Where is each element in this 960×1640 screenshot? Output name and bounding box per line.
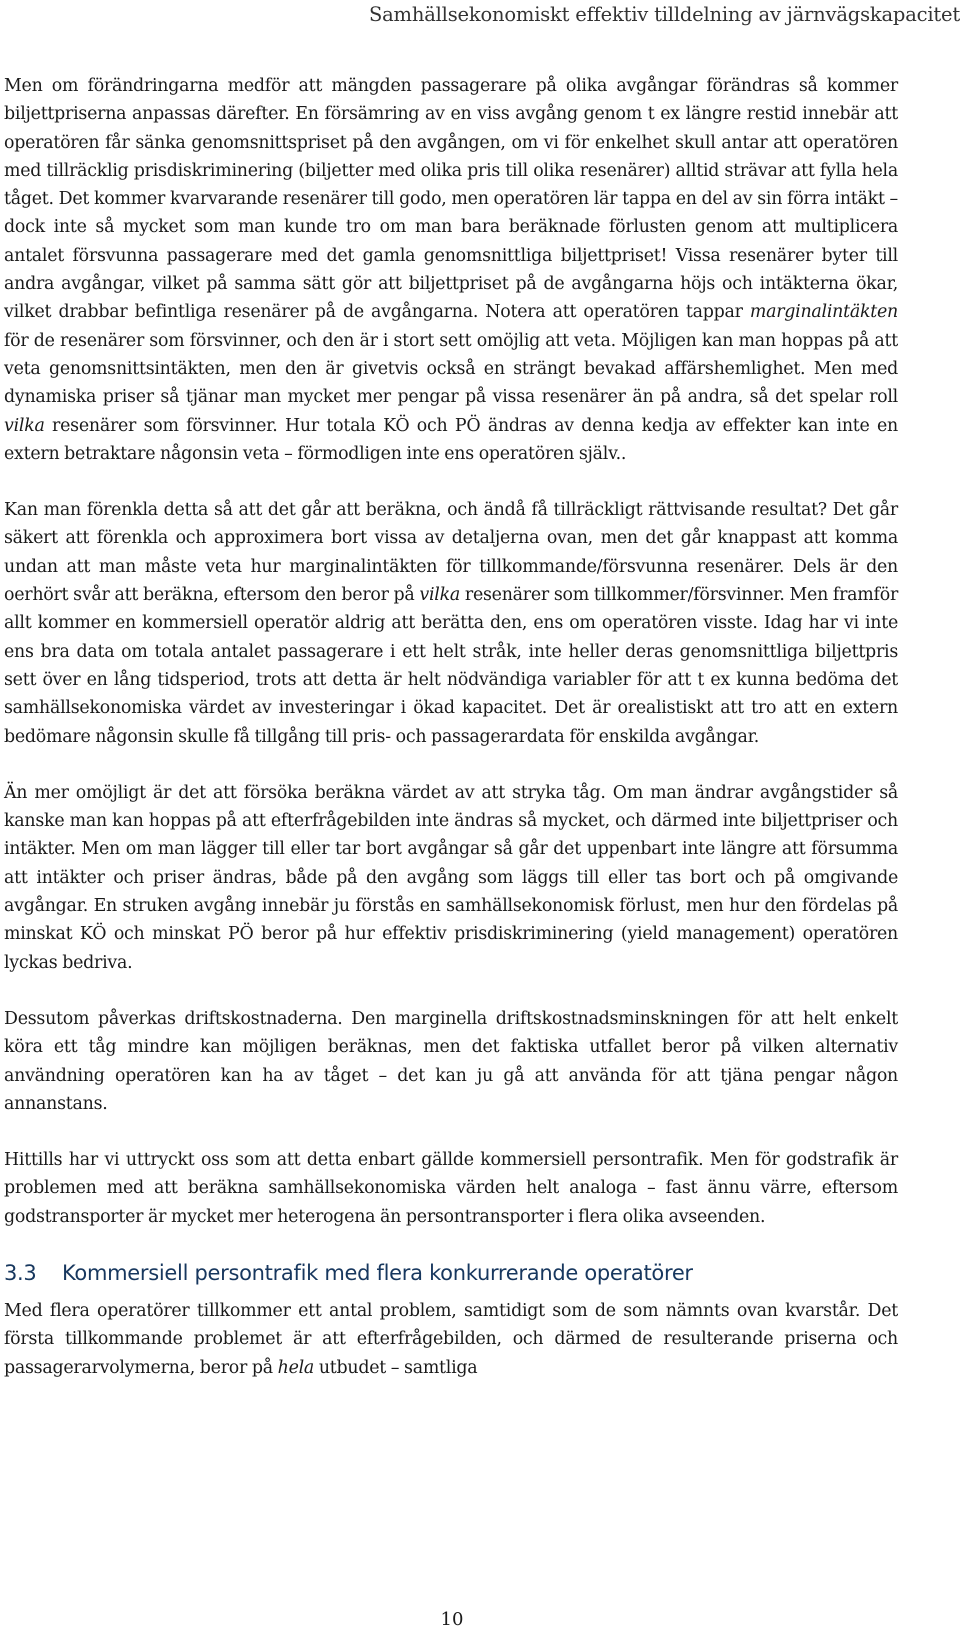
section-heading bbox=[4, 1259, 898, 1287]
running-header: Samhällsekonomiskt effektiv tilldelning av järnvägskapacitet bbox=[368, 3, 960, 26]
emphasis-vilka: vilka bbox=[419, 585, 461, 606]
text-run: resenärer som tillkommer/försvinner. Men framför allt kommer en kommersiell operatör aldrig att berätta den, ens om operatören visste. Idag har vi inte ens bra data om totala antalet passagerare i ett helt stråk, inte heller deras genomsnittliga biljettpris sett över en lång tidsperiod, trots att detta är helt nödvändiga variabler för att t ex kunna bedöma det samhällsekonomiska värdet av investeringar i ökad kapacitet. Det är orealistiskt att tro att en extern bedömare någonsin skulle få tillgång till pris- och passagerardata för enskilda avgångar. bbox=[4, 585, 899, 747]
paragraph-multiple-operators bbox=[4, 1297, 898, 1382]
paragraph-cancel-trains: Än mer omöjligt är det att försöka beräkna värdet av att stryka tåg. Om man ändrar avgångstider så kanske man kan hoppas på att efterfrågebilden inte ändras så mycket, och därmed inte biljettpriser och intäkter. Men om man lägger till eller tar bort avgångar så går det uppenbart inte längre att försumma att intäkter och priser ändras, både på den avgång som läggs till eller tas bort och på omgivande avgångar. En struken avgång innebär ju förstås en samhällsekonomisk förlust, men hur den fördelas på minskat KÖ och minskat PÖ beror på hur effektiv prisdiskriminering (yield management) operatören lyckas bedriva. bbox=[4, 782, 898, 973]
paragraph-operating-costs: Dessutom påverkas driftskostnaderna. Den marginella driftskostnadsminskningen för att helt enkelt köra ett tåg mindre kan möjligen beräknas, men det faktiska utfallet beror på vilken alternativ användning operatören kan ha av tåget – det kan ju gå att använda för att tjäna pengar någon annanstans. bbox=[4, 1008, 898, 1114]
text-run: Kan man förenkla detta så att det går att beräkna, och ändå få tillräckligt rättvisande resultat? Det går säkert att förenkla och approximera bort vissa av detaljerna ovan, men det går knappast att komma undan att man måste veta hur marginalintäkten för tillkommande/försvunna resenärer. Dels är den oerhört svår att beräkna, eftersom den beror på bbox=[4, 500, 898, 606]
text-run: Med flera operatörer tillkommer ett antal problem, samtidigt som de som nämnts ovan kvarstår. Det första tillkommande problemet är att efterfrågebilden, och därmed de resulterande priserna och passagerarvolymerna, beror på bbox=[4, 1300, 898, 1378]
emphasis-vilka: vilka bbox=[4, 415, 45, 436]
page-number: 10 bbox=[440, 1609, 464, 1630]
paragraph-price-adjustment bbox=[4, 72, 898, 468]
paragraph-freight: Hittills har vi uttryckt oss som att detta enbart gällde kommersiell persontrafik. Men för godstrafik är problemen med att beräkna samhällsekonomiska värden helt analoga – fast ännu värre, eftersom godstransporter är mycket mer heterogena än persontransporter i flera olika avseenden. bbox=[4, 1150, 898, 1227]
text-run: för de resenärer som försvinner, och den är i stort sett omöjlig att veta. Möjligen kan man hoppas på att veta genomsnittsintäkten, men den är givetvis också en strängt bevakad affärshemlighet. Men med dynamiska priser så tjänar man mycket mer pengar på vissa resenärer än på andra, så det spelar roll bbox=[4, 330, 898, 408]
text-run: Men om förändringarna medför att mängden passagerare på olika avgångar förändras så kommer biljettpriserna anpassas därefter. En försämring av en viss avgång genom t ex längre restid innebär att operatören får sänka genomsnittspriset på den avgången, om vi för enkelhet skull antar att operatören med tillräcklig prisdiskriminering (biljetter med olika pris till olika resenärer) alltid strävar att fylla hela tåget. Det kommer kvarvarande resenärer till godo, men operatören lär tappa en del av sin förra intäkt – dock inte så mycket som man kunde tro om man bara beräknade förlusten genom att multiplicera antalet försvunna passagerare med det gamla genomsnittliga biljettpriset! Vissa resenärer byter till andra avgångar, vilket på samma sätt gör att biljettpriset på de avgångarna höjs och intäkterna ökar, vilket drabbar befintliga resenärer på de avgångarna. Notera att operatören tappar bbox=[4, 76, 898, 323]
emphasis-marginalintakten: marginalintäkten bbox=[749, 302, 898, 323]
text-run: resenärer som försvinner. Hur totala KÖ och PÖ ändras av denna kedja av effekter kan inte en extern betraktare någonsin veta – förmodligen inte ens operatören själv.. bbox=[4, 415, 898, 464]
document-body bbox=[4, 72, 898, 1410]
section-title: Kommersiell persontrafik med flera konkurrerande operatörer bbox=[62, 1260, 693, 1285]
text-run: utbudet – samtliga bbox=[314, 1357, 478, 1378]
emphasis-hela: hela bbox=[277, 1357, 315, 1378]
section-number: 3.3 bbox=[4, 1260, 37, 1285]
paragraph-simplification bbox=[4, 496, 898, 751]
